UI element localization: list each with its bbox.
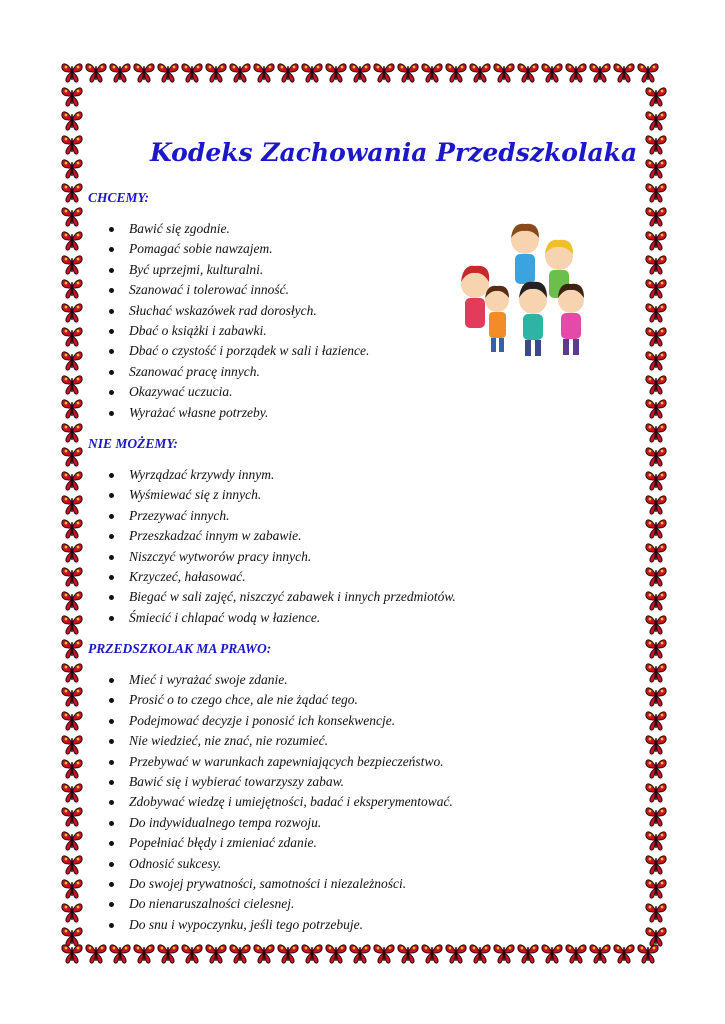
- list-item: Niszczyć wytworów pracy innych.: [108, 547, 456, 567]
- butterfly-icon: [540, 941, 564, 965]
- butterfly-icon: [644, 372, 668, 396]
- butterfly-icon: [540, 60, 564, 84]
- butterfly-icon: [644, 84, 668, 108]
- list-item: Do indywidualnego tempa rozwoju.: [108, 813, 453, 833]
- butterfly-icon: [644, 276, 668, 300]
- right-border: [644, 84, 668, 948]
- butterfly-icon: [644, 516, 668, 540]
- butterfly-icon: [644, 204, 668, 228]
- butterfly-icon: [644, 900, 668, 924]
- list-item: Do nienaruszalności cielesnej.: [108, 894, 453, 914]
- butterfly-icon: [420, 941, 444, 965]
- butterfly-icon: [644, 252, 668, 276]
- butterfly-icon: [204, 941, 228, 965]
- butterfly-icon: [644, 684, 668, 708]
- butterfly-icon: [60, 684, 84, 708]
- butterfly-icon: [612, 60, 636, 84]
- butterfly-icon: [132, 60, 156, 84]
- butterfly-icon: [444, 941, 468, 965]
- butterfly-icon: [300, 60, 324, 84]
- butterfly-icon: [644, 852, 668, 876]
- list-item: Krzyczeć, hałasować.: [108, 567, 456, 587]
- butterfly-icon: [468, 60, 492, 84]
- butterfly-icon: [396, 60, 420, 84]
- butterfly-icon: [60, 636, 84, 660]
- butterfly-icon: [60, 780, 84, 804]
- butterfly-icon: [588, 941, 612, 965]
- butterfly-icon: [644, 828, 668, 852]
- list-item: Popełniać błędy i zmieniać zdanie.: [108, 833, 453, 853]
- list-item: Dbać o książki i zabawki.: [108, 321, 369, 341]
- list-item: Prosić o to czego chce, ale nie żądać tego.: [108, 690, 453, 710]
- butterfly-icon: [644, 132, 668, 156]
- list-item: Bawić się i wybierać towarzyszy zabaw.: [108, 772, 453, 792]
- butterfly-icon: [276, 60, 300, 84]
- butterfly-icon: [84, 941, 108, 965]
- butterfly-icon: [180, 60, 204, 84]
- butterfly-icon: [644, 228, 668, 252]
- butterfly-icon: [644, 108, 668, 132]
- page-title: Kodeks Zachowania Przedszkolaka: [150, 138, 638, 167]
- list-item: Wyrażać własne potrzeby.: [108, 403, 369, 423]
- butterfly-icon: [564, 60, 588, 84]
- butterfly-icon: [60, 828, 84, 852]
- butterfly-icon: [60, 852, 84, 876]
- children-group-icon: [453, 216, 593, 366]
- list-item: Słuchać wskazówek rad dorosłych.: [108, 301, 369, 321]
- list-item: Pomagać sobie nawzajem.: [108, 239, 369, 259]
- butterfly-icon: [644, 804, 668, 828]
- butterfly-icon: [60, 180, 84, 204]
- butterfly-icon: [644, 156, 668, 180]
- butterfly-icon: [204, 60, 228, 84]
- butterfly-icon: [492, 60, 516, 84]
- top-border: [60, 60, 660, 84]
- butterfly-icon: [108, 941, 132, 965]
- butterfly-icon: [60, 660, 84, 684]
- rules-list-nie-mozemy: [108, 465, 456, 628]
- butterfly-icon: [84, 60, 108, 84]
- list-item: Odnosić sukcesy.: [108, 854, 453, 874]
- list-item: Do swojej prywatności, samotności i niezależności.: [108, 874, 453, 894]
- butterfly-icon: [516, 60, 540, 84]
- butterfly-icon: [324, 941, 348, 965]
- butterfly-icon: [60, 876, 84, 900]
- section-heading-przedszkolak-ma-prawo: PRZEDSZKOLAK MA PRAWO:: [88, 641, 272, 656]
- butterfly-icon: [396, 941, 420, 965]
- list-item: Bawić się zgodnie.: [108, 219, 369, 239]
- butterfly-icon: [156, 941, 180, 965]
- section-heading-nie-mozemy: NIE MOŻEMY:: [88, 436, 178, 451]
- butterfly-icon: [60, 540, 84, 564]
- list-item: Podejmować decyzje i ponosić ich konsekwencje.: [108, 711, 453, 731]
- butterfly-icon: [492, 941, 516, 965]
- butterfly-icon: [644, 588, 668, 612]
- butterfly-icon: [588, 60, 612, 84]
- butterfly-icon: [60, 396, 84, 420]
- butterfly-icon: [60, 588, 84, 612]
- butterfly-icon: [60, 228, 84, 252]
- butterfly-icon: [644, 348, 668, 372]
- butterfly-icon: [60, 348, 84, 372]
- rules-list-prawa: [108, 670, 453, 935]
- butterfly-icon: [516, 941, 540, 965]
- list-item: Mieć i wyrażać swoje zdanie.: [108, 670, 453, 690]
- butterfly-icon: [60, 252, 84, 276]
- butterfly-icon: [60, 732, 84, 756]
- butterfly-icon: [644, 564, 668, 588]
- list-item: Nie wiedzieć, nie znać, nie rozumieć.: [108, 731, 453, 751]
- butterfly-icon: [60, 924, 84, 948]
- butterfly-icon: [132, 941, 156, 965]
- butterfly-icon: [228, 60, 252, 84]
- butterfly-icon: [252, 60, 276, 84]
- list-item: Być uprzejmi, kulturalni.: [108, 260, 369, 280]
- list-item: Szanować pracę innych.: [108, 362, 369, 382]
- bottom-border: [60, 941, 660, 965]
- list-item: Szanować i tolerować inność.: [108, 280, 369, 300]
- butterfly-icon: [60, 372, 84, 396]
- butterfly-icon: [644, 924, 668, 948]
- butterfly-icon: [60, 564, 84, 588]
- butterfly-icon: [60, 804, 84, 828]
- butterfly-icon: [228, 941, 252, 965]
- list-item: Dbać o czystość i porządek w sali i łazience.: [108, 341, 369, 361]
- butterfly-icon: [324, 60, 348, 84]
- butterfly-icon: [644, 876, 668, 900]
- butterfly-icon: [644, 468, 668, 492]
- butterfly-icon: [644, 492, 668, 516]
- butterfly-icon: [156, 60, 180, 84]
- butterfly-icon: [468, 941, 492, 965]
- butterfly-icon: [276, 941, 300, 965]
- butterfly-icon: [60, 756, 84, 780]
- rules-list-chcemy: [108, 219, 369, 423]
- butterfly-icon: [564, 941, 588, 965]
- butterfly-icon: [644, 396, 668, 420]
- butterfly-icon: [372, 60, 396, 84]
- butterfly-icon: [644, 780, 668, 804]
- list-item: Do snu i wypoczynku, jeśli tego potrzebuje.: [108, 915, 453, 935]
- butterfly-icon: [644, 756, 668, 780]
- butterfly-icon: [444, 60, 468, 84]
- butterfly-icon: [644, 444, 668, 468]
- butterfly-icon: [60, 612, 84, 636]
- butterfly-icon: [300, 941, 324, 965]
- list-item: Biegać w sali zajęć, niszczyć zabawek i innych przedmiotów.: [108, 587, 456, 607]
- butterfly-icon: [60, 60, 84, 84]
- butterfly-icon: [644, 420, 668, 444]
- butterfly-icon: [60, 324, 84, 348]
- butterfly-icon: [60, 300, 84, 324]
- butterfly-icon: [60, 420, 84, 444]
- list-item: Przezywać innych.: [108, 506, 456, 526]
- butterfly-icon: [644, 300, 668, 324]
- list-item: Śmiecić i chlapać wodą w łazience.: [108, 608, 456, 628]
- butterfly-icon: [644, 180, 668, 204]
- butterfly-icon: [644, 732, 668, 756]
- butterfly-icon: [60, 900, 84, 924]
- butterfly-icon: [644, 612, 668, 636]
- butterfly-icon: [644, 324, 668, 348]
- butterfly-icon: [60, 468, 84, 492]
- butterfly-icon: [644, 636, 668, 660]
- butterfly-icon: [60, 204, 84, 228]
- list-item: Wyrządzać krzywdy innym.: [108, 465, 456, 485]
- list-item: Wyśmiewać się z innych.: [108, 485, 456, 505]
- left-border: [60, 84, 84, 948]
- section-heading-chcemy: CHCEMY:: [88, 190, 150, 205]
- butterfly-icon: [60, 276, 84, 300]
- butterfly-icon: [644, 660, 668, 684]
- butterfly-icon: [60, 84, 84, 108]
- butterfly-icon: [180, 941, 204, 965]
- butterfly-icon: [612, 941, 636, 965]
- list-item: Przeszkadzać innym w zabawie.: [108, 526, 456, 546]
- butterfly-icon: [108, 60, 132, 84]
- butterfly-icon: [644, 708, 668, 732]
- list-item: Zdobywać wiedzę i umiejętności, badać i eksperymentować.: [108, 792, 453, 812]
- butterfly-icon: [60, 492, 84, 516]
- butterfly-icon: [60, 132, 84, 156]
- butterfly-icon: [60, 516, 84, 540]
- butterfly-icon: [60, 108, 84, 132]
- butterfly-icon: [420, 60, 444, 84]
- butterfly-icon: [348, 60, 372, 84]
- butterfly-icon: [60, 708, 84, 732]
- butterfly-icon: [252, 941, 276, 965]
- butterfly-icon: [348, 941, 372, 965]
- butterfly-icon: [60, 156, 84, 180]
- butterfly-icon: [372, 941, 396, 965]
- butterfly-icon: [60, 444, 84, 468]
- butterfly-icon: [636, 60, 660, 84]
- list-item: Przebywać w warunkach zapewniających bezpieczeństwo.: [108, 752, 453, 772]
- butterfly-icon: [644, 540, 668, 564]
- list-item: Okazywać uczucia.: [108, 382, 369, 402]
